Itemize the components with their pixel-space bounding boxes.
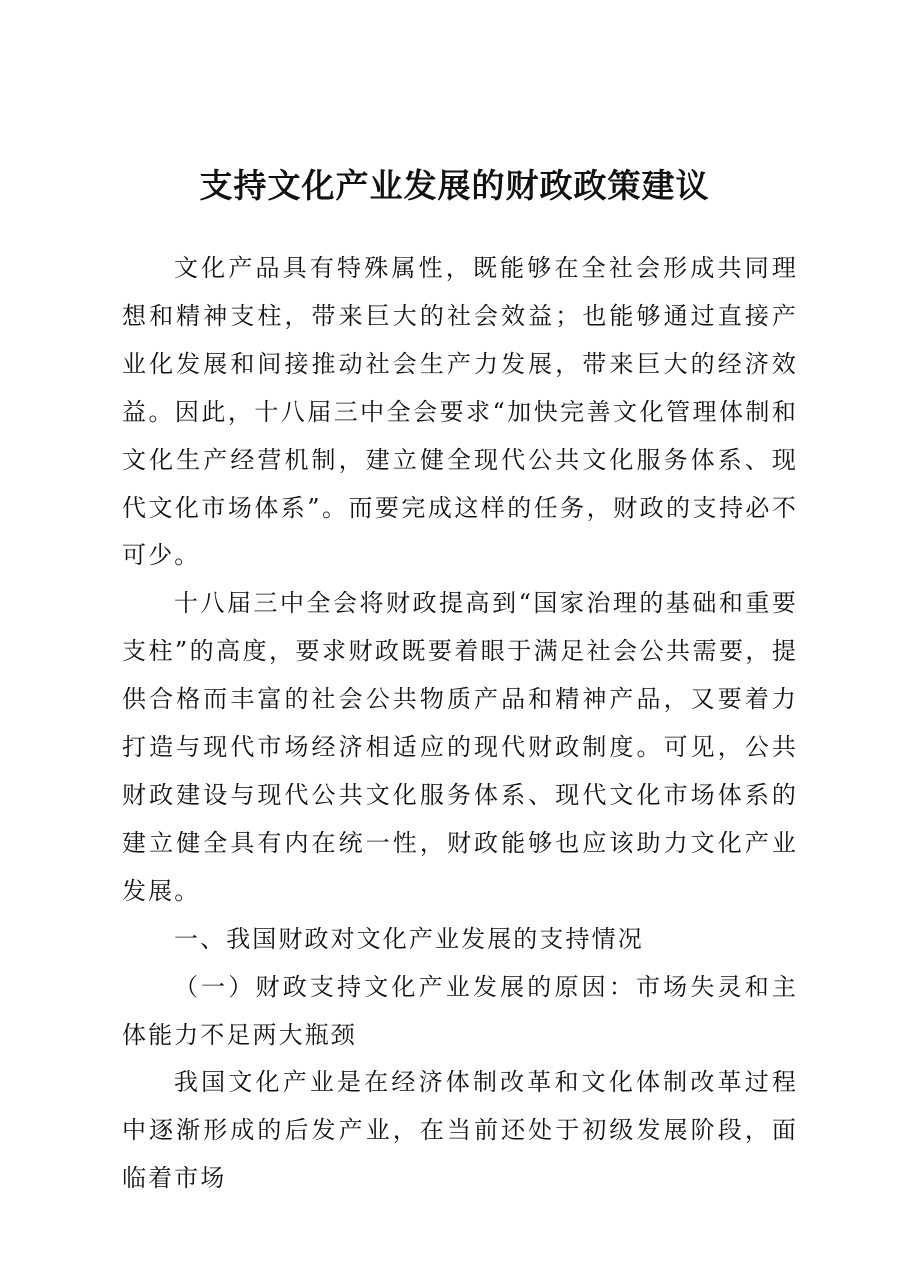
paragraph-intro: 文化产品具有特殊属性，既能够在全社会形成共同理想和精神支柱，带来巨大的社会效益；也能够通过直接产业化发展和间接推动社会生产力发展，带来巨大的经济效益。因此，十八届三中全会要求“加快完善文化管理体制和文化生产经营机制，建立健全现代公共文化服务体系、现代文化市场体系”。而要完成这样的任务，财政的支持必不可少。 [122,254,798,570]
document-body [122,245,798,1203]
paragraph-background: 我国文化产业是在经济体制改革和文化体制改革过程中逐渐形成的后发产业，在当前还处于初级发展阶段，面临着市场 [122,1068,798,1193]
document-title: 支持文化产业发展的财政政策建议 [199,166,710,205]
section-heading-1: 一、我国财政对文化产业发展的支持情况 [174,924,644,953]
subsection-heading-1-1: （一）财政支持文化产业发展的原因：市场失灵和主体能力不足两大瓶颈 [122,972,798,1049]
paragraph-fiscal-role: 十八届三中全会将财政提高到“国家治理的基础和重要支柱”的高度，要求财政既要着眼于满足社会公共需要，提供合格而丰富的社会公共物质产品和精神产品，又要着力打造与现代市场经济相适应的现代财政制度。可见，公共财政建设与现代公共文化服务体系、现代文化市场体系的建立健全具有内在统一性，财政能够也应该助力文化产业发展。 [122,589,798,905]
